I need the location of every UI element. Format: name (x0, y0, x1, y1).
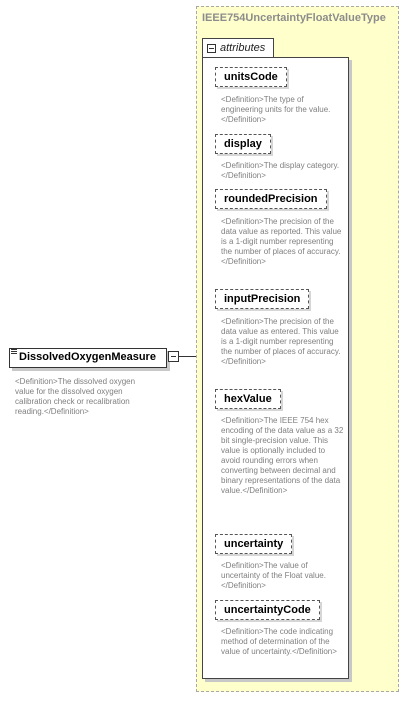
attributes-label: attributes (220, 42, 266, 54)
collapse-element-icon[interactable] (168, 351, 179, 362)
attribute-input-precision[interactable]: inputPrecision (215, 289, 309, 309)
attribute-display-definition: <Definition>The display category.</Definition> (221, 161, 340, 180)
element-list-icon (11, 349, 17, 355)
attribute-units-code-definition: <Definition>The type of engineering units for the value.</Definition> (221, 95, 331, 124)
attribute-uncertainty-definition: <Definition>The value of uncertainty of the Float value.</Definition> (221, 561, 326, 590)
attribute-hex-value-definition: <Definition>The IEEE 754 hex encoding of the data value as a 32 bit single-precision value. This value is optionally included to avoid rounding errors when converting between decimal and binary representations of the data value.</Definition> (221, 416, 344, 495)
attribute-uncertainty-code-definition: <Definition>The code indicating method of determination of the value of uncertainty.</Definition> (221, 627, 337, 656)
type-name: IEEE754UncertaintyFloatValueType (202, 12, 386, 24)
attribute-input-precision-definition: <Definition>The precision of the data value as entered. This value is a 1-digit number representing the number of places of accuracy.</Definition> (221, 317, 341, 366)
attribute-units-code[interactable]: unitsCode (215, 67, 287, 87)
attribute-rounded-precision-definition: <Definition>The precision of the data value as reported. This value is a 1-digit number representing the number of places of accuracy.</Definition> (221, 217, 342, 266)
collapse-attributes-icon[interactable] (207, 44, 216, 53)
element-name: DissolvedOxygenMeasure (19, 351, 156, 363)
attribute-rounded-precision[interactable]: roundedPrecision (215, 189, 327, 209)
attribute-uncertainty[interactable]: uncertainty (215, 534, 292, 554)
attribute-uncertainty-code[interactable]: uncertaintyCode (215, 600, 320, 620)
element-definition: <Definition>The dissolved oxygen value for the dissolved oxygen calibration check or recalibration reading.</Definition> (15, 377, 136, 416)
attribute-display[interactable]: display (215, 134, 271, 154)
attribute-hex-value[interactable]: hexValue (215, 389, 281, 409)
